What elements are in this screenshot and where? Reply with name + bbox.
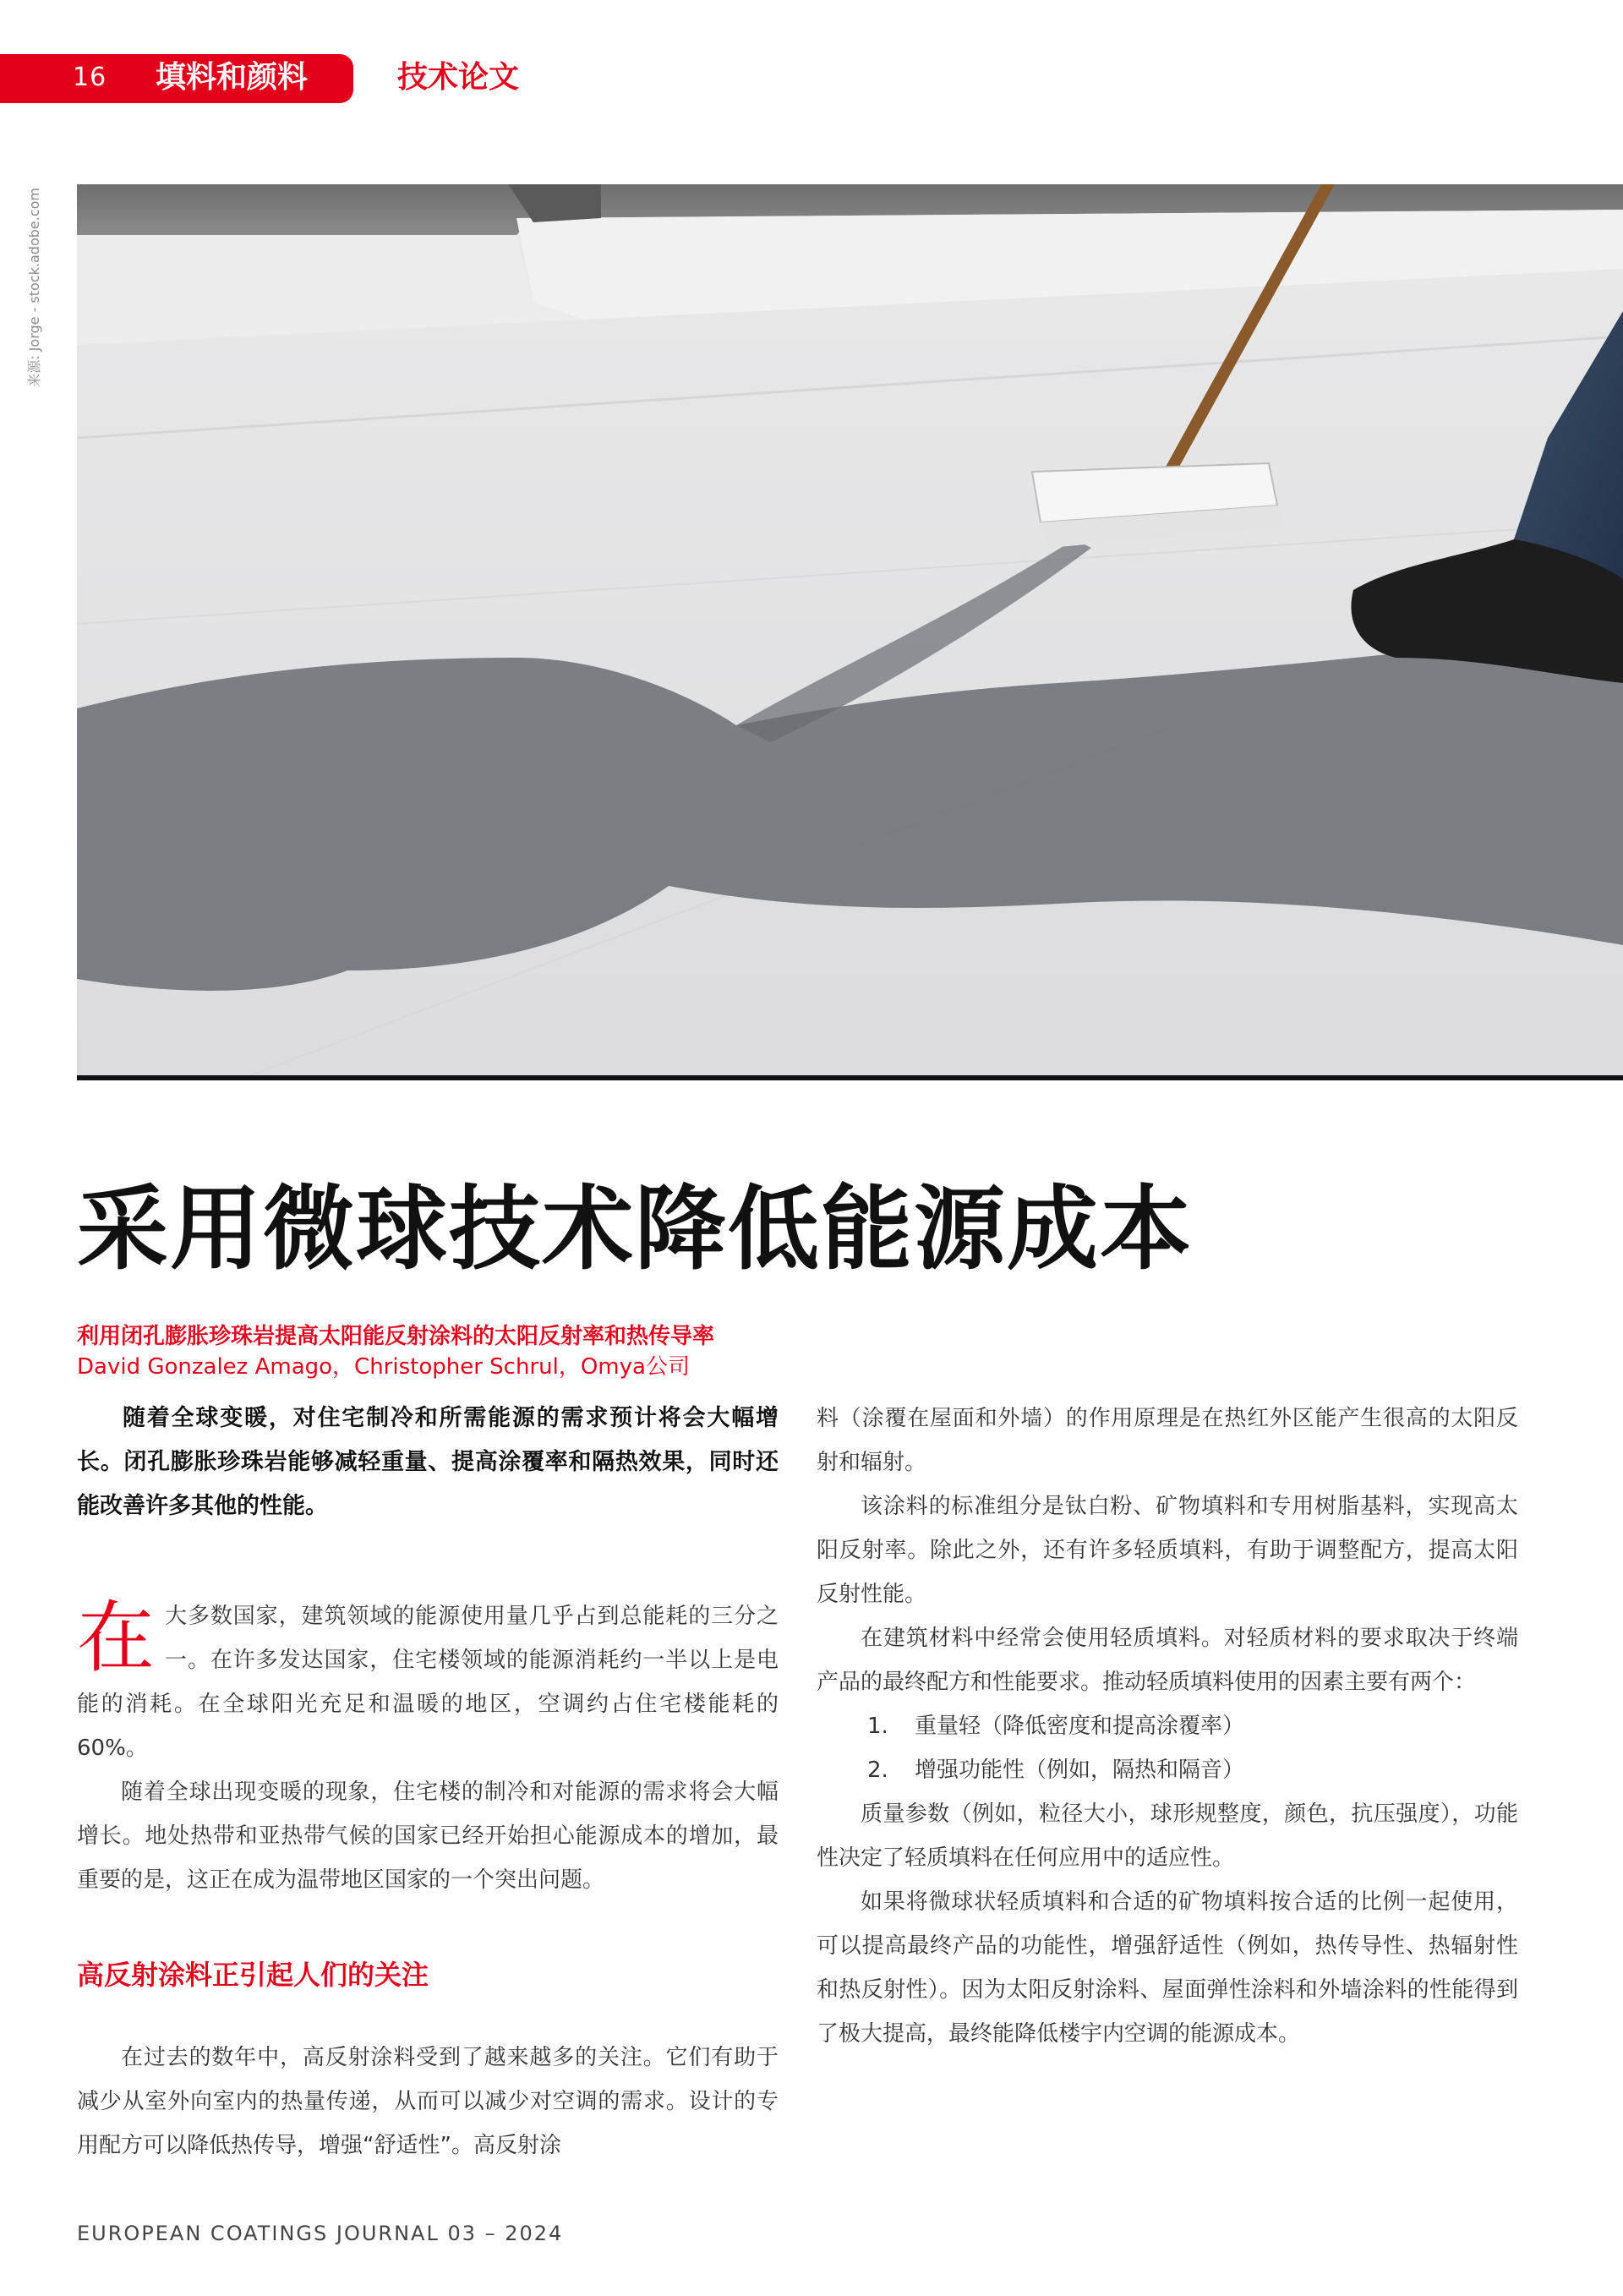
footer-journal: EUROPEAN COATINGS JOURNAL 03 – 2024 [77, 2222, 564, 2245]
body-paragraph: 在过去的数年中，高反射涂料受到了越来越多的关注。它们有助于减少从室外向室内的热量传递，从而可以减少对空调的需求。设计的专用配方可以降低热传导，增强“舒适性”。高反射涂 [77, 2045, 779, 2158]
article-authors: David Gonzalez Amago，Christopher Schrul，Omya公司 [77, 1354, 690, 1380]
article-subtitle: 利用闭孔膨胀珍珠岩提高太阳能反射涂料的太阳反射率和热传导率 [77, 1324, 715, 1349]
body-paragraph: 如果将微球状轻质填料和合适的矿物填料按合适的比例一起使用，可以提高最终产品的功能性，增强舒适性（例如，热传导性、热辐射性和热反射性）。因为太阳反射涂料、屋面弹性涂料和外墙涂料的性能得到了极大提高，最终能降低楼宇内空调的能源成本。 [817, 1889, 1518, 2047]
body-paragraph: 随着全球出现变暖的现象，住宅楼的制冷和对能源的需求将会大幅增长。地处热带和亚热带气候的国家已经开始担心能源成本的增加，最重要的是，这正在成为温带地区国家的一个突出问题。 [77, 1779, 779, 1893]
list-number: 1. [867, 1714, 888, 1739]
header-category: 填料和颜料 [156, 60, 309, 95]
body-paragraph: 质量参数（例如，粒径大小，球形规整度，颜色，抗压强度），功能性决定了轻质填料在任何应用中的适应性。 [817, 1801, 1518, 1871]
lead-paragraph: 随着全球变暖，对住宅制冷和所需能源的需求预计将会大幅增长。闭孔膨胀珍珠岩能够减轻重量、提高涂覆率和隔热效果，同时还能改善许多其他的性能。 [77, 1405, 779, 1519]
list-item [817, 1748, 1518, 1792]
left-column [77, 1397, 779, 2168]
intro-block [77, 1594, 779, 1770]
body-paragraph: 在建筑材料中经常会使用轻质填料。对轻质材料的要求取决于终端产品的最终配方和性能要求。推动轻质填料使用的因素主要有两个： [817, 1626, 1518, 1695]
body-paragraph: 该涂料的标准组分是钛白粉、矿物填料和专用树脂基料，实现高太阳反射率。除此之外，还有许多轻质填料，有助于调整配方，提高太阳反射性能。 [817, 1494, 1518, 1607]
page-number: 16 [73, 63, 107, 92]
right-column [817, 1397, 1518, 2056]
body-paragraph: 大多数国家，建筑领域的能源使用量几乎占到总能耗的三分之一。在许多发达国家，住宅楼领域的能源消耗约一半以上是电能的消耗。在全球阳光充足和温暖的地区，空调约占住宅楼能耗的60%。 [77, 1604, 779, 1761]
list-text: 增强功能性（例如，隔热和隔音） [915, 1758, 1245, 1783]
article-title: 采用微球技术降低能源成本 [77, 1177, 1194, 1282]
section-heading: 高反射涂料正引起人们的关注 [77, 1959, 429, 1991]
photo-divider [77, 1075, 1623, 1080]
photo-credit: 来源: Jorge - stock.adobe.com [26, 188, 42, 387]
roof-coating-photo [77, 184, 1623, 1077]
list-item [817, 1704, 1518, 1748]
list-number: 2. [867, 1758, 888, 1783]
photo-illustration [77, 184, 1623, 1077]
header-section: 技术论文 [397, 60, 520, 95]
dropcap: 在 [77, 1593, 156, 1683]
body-paragraph: 料（涂覆在屋面和外墙）的作用原理是在热红外区能产生很高的太阳反射和辐射。 [817, 1406, 1518, 1475]
list-text: 重量轻（降低密度和提高涂覆率） [915, 1714, 1245, 1739]
